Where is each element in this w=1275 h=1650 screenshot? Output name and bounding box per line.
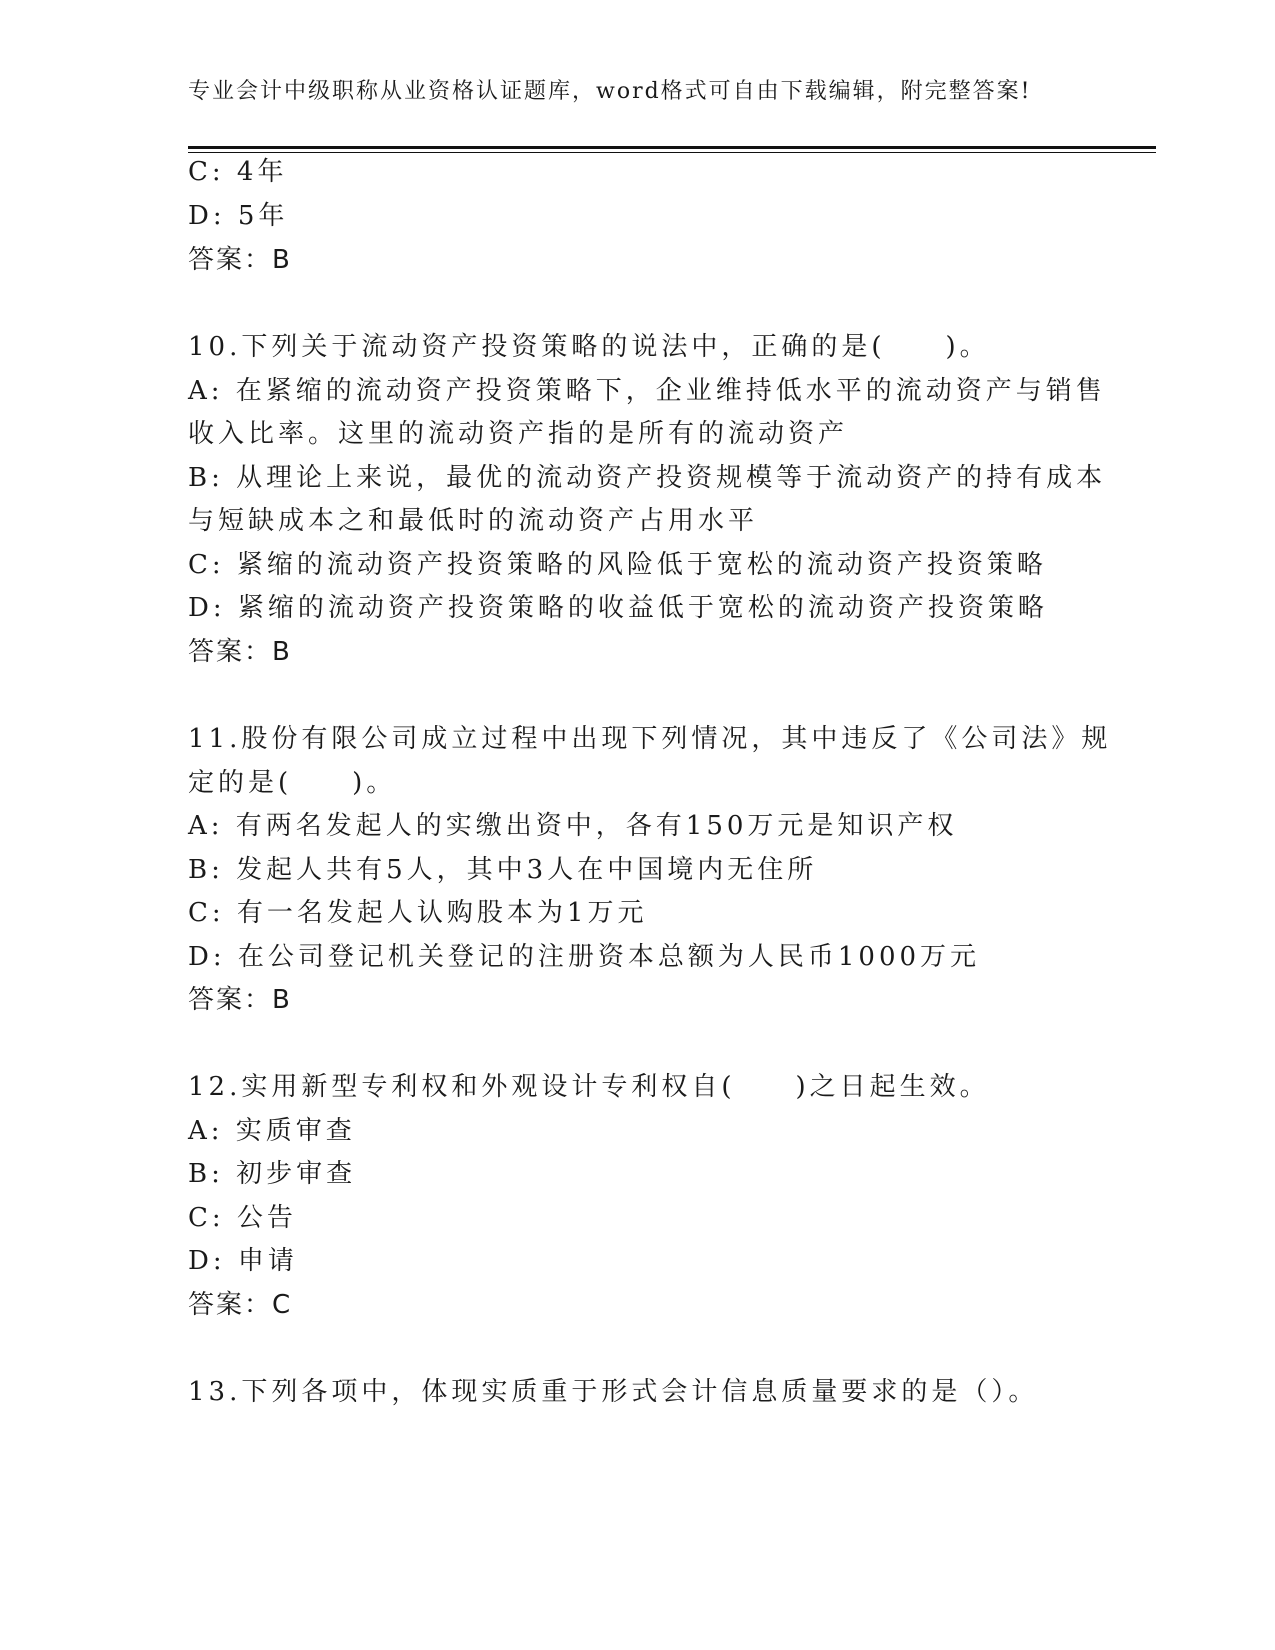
- q10-option-a-line2: 收入比率。这里的流动资产指的是所有的流动资产: [188, 419, 849, 449]
- q11-option-c: C: 有一名发起人认购股本为1万元: [188, 898, 648, 928]
- q12-option-c: C: 公告: [188, 1203, 297, 1233]
- prev-option-c: C: 4年: [188, 157, 288, 187]
- header-rule-thick: [188, 146, 1156, 149]
- prev-option-d: D: 5年: [188, 201, 289, 231]
- q11-answer: 答案：B: [188, 985, 292, 1015]
- q12-question: 12.实用新型专利权和外观设计专利权自( )之日起生效。: [188, 1072, 990, 1102]
- q10-option-b-line1: B: 从理论上来说，最优的流动资产投资规模等于流动资产的持有成本: [188, 463, 1107, 493]
- q10-option-a-line1: A: 在紧缩的流动资产投资策略下，企业维持低水平的流动资产与销售: [188, 376, 1106, 406]
- q12-option-b: B: 初步审查: [188, 1159, 357, 1189]
- q11-option-b: B: 发起人共有5人，其中3人在中国境内无住所: [188, 855, 818, 885]
- q12-option-d: D: 申请: [188, 1246, 298, 1276]
- q10-answer: 答案：B: [188, 637, 292, 667]
- q12-answer: 答案：C: [188, 1290, 293, 1320]
- q10-question: 10.下列关于流动资产投资策略的说法中，正确的是( )。: [188, 332, 990, 362]
- page-header: 专业会计中级职称从业资格认证题库，word格式可自由下载编辑，附完整答案!: [188, 79, 1032, 104]
- q10-option-b-line2: 与短缺成本之和最低时的流动资产占用水平: [188, 506, 759, 536]
- q12-option-a: A: 实质审查: [188, 1116, 356, 1146]
- prev-answer: 答案：B: [188, 245, 292, 275]
- q11-option-d: D: 在公司登记机关登记的注册资本总额为人民币1000万元: [188, 942, 981, 972]
- q11-option-a: A: 有两名发起人的实缴出资中，各有150万元是知识产权: [188, 811, 958, 841]
- q10-option-d: D: 紧缩的流动资产投资策略的收益低于宽松的流动资产投资策略: [188, 593, 1048, 623]
- q11-question-line1: 11.股份有限公司成立过程中出现下列情况，其中违反了《公司法》规: [188, 724, 1112, 754]
- q10-option-c: C: 紧缩的流动资产投资策略的风险低于宽松的流动资产投资策略: [188, 550, 1047, 580]
- header-rule-thin: [188, 152, 1156, 153]
- q13-question: 13.下列各项中，体现实质重于形式会计信息质量要求的是（）。: [188, 1377, 1039, 1407]
- q11-question-line2: 定的是( )。: [188, 768, 397, 798]
